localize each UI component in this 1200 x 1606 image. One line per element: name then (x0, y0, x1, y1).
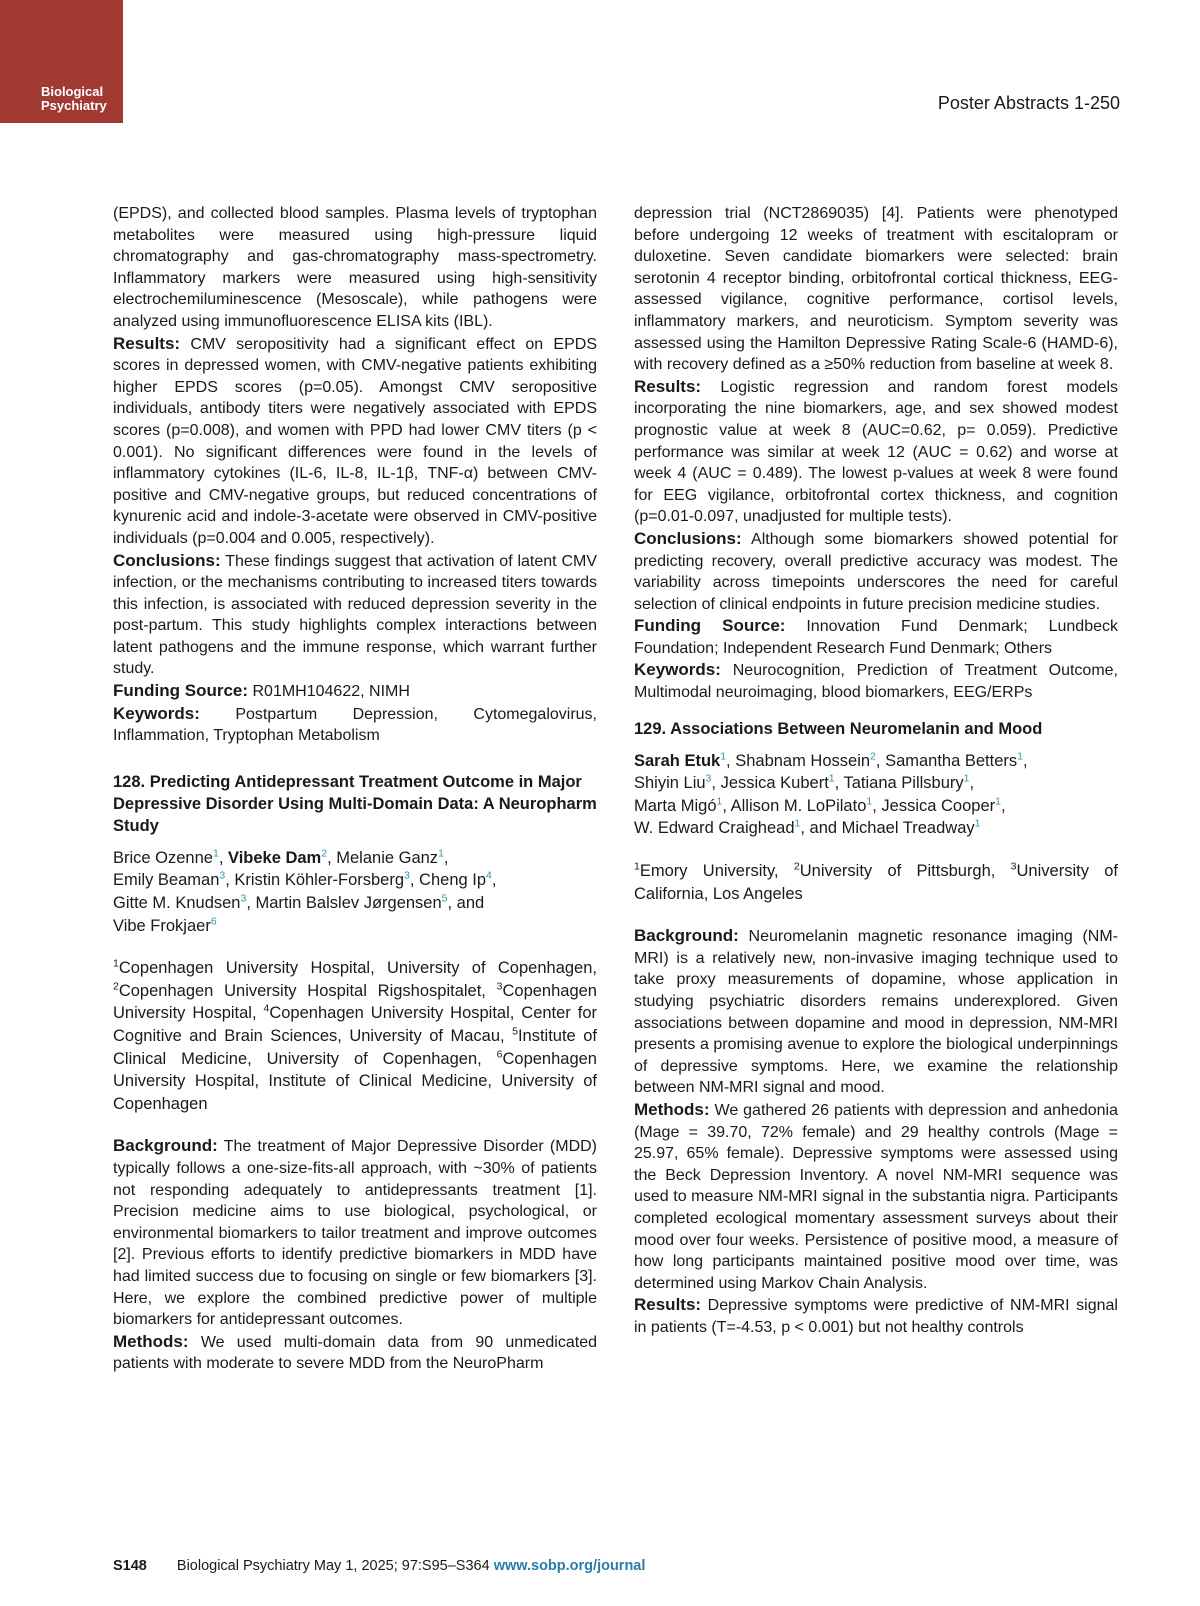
abstract-127-keywords (113, 703, 597, 747)
abstract-128-methods-continued: depression trial (NCT2869035) [4]. Patients were phenotyped before undergoing 12 weeks of treatment with escitalopram or duloxetine. Seven candidate biomarkers were selected: brain serotonin 4 receptor binding, orbitofrontal cortical thickness, EEG-assessed vigilance, cognitive performance, cortisol levels, inflammatory markers, and neuroticism. Symptom severity was assessed using the Hamilton Depressive Rating Scale-6 (HAMD-6), with recovery defined as a ≥50% reduction from baseline at week 8. (634, 205, 1118, 374)
affiliation-mark: 1 (113, 957, 119, 970)
background-text: Neuromelanin magnetic resonance imaging (NM-MRI) is a relatively new, non-invasive imaging technique used to take proxy measurements of dopamine, whose application in studying psychiatric disorders remains underexplored. Given associations between dopamine and mood in depression, NM-MRI presents a promising avenue to explore the biological underpinnings of depressive symptoms. Here, we examine the relationship between NM-MRI signal and mood. (634, 928, 1118, 1097)
author-name: Brice Ozenne (113, 848, 213, 867)
author-separator: , (834, 774, 844, 793)
affiliation-text: Copenhagen University Hospital, Institute of Clinical Medicine, University of Copenhagen (113, 1049, 597, 1113)
affiliation-mark: 2 (113, 980, 119, 993)
author-separator: , and (800, 819, 842, 838)
background-label: Background: (634, 926, 739, 946)
right-column (634, 203, 1118, 1339)
abstract-129-authors (634, 750, 1118, 840)
background-label: Background: (113, 1136, 218, 1156)
left-column (113, 203, 597, 1375)
running-title: Poster Abstracts 1-250 (937, 93, 1120, 113)
author-name: Melanie Ganz (336, 848, 439, 867)
author-name: W. Edward Craighead (634, 819, 795, 838)
affiliation-text: Institute of Clinical Medicine, University of Copenhagen, (113, 1027, 597, 1068)
results-text: CMV seropositivity had a significant effect on EPDS scores in depressed women, with CMV-negative patients exhibiting higher EPDS scores (p=0.05). Amongst CMV seropositive individuals, antibody titers were negatively associated with EPDS scores (p=0.008), and women with PPD had lower CMV titers (p < 0.001). No significant differences were found in the levels of inflammatory cytokines (IL-6, IL-8, IL-1β, TNF-α) between CMV-positive and CMV-negative groups, but reduced concentrations of kynurenic acid and indole-3-acetate were observed in CMV-positive individuals (p=0.004 and 0.005, respectively). (113, 335, 597, 547)
author-affiliation-mark: 3 (404, 869, 410, 882)
abstract-128-methods (113, 1331, 597, 1375)
affiliation-mark: 4 (263, 1002, 270, 1015)
journal-url-link[interactable]: www.sobp.org/journal (493, 1558, 646, 1574)
affiliation-mark: 3 (1010, 860, 1017, 873)
funding-text: Innovation Fund Denmark; Lundbeck Foundation; Independent Research Fund Denmark; Others (634, 618, 1118, 657)
author-name: Jessica Kubert (720, 774, 829, 793)
keywords-text: Neurocognition, Prediction of Treatment Outcome, Multimodal neuroimaging, blood biomarkers, EEG/ERPs (634, 662, 1118, 702)
abstract-128-keywords (634, 659, 1118, 703)
abstract-128-conclusions (634, 528, 1118, 615)
author-affiliation-mark: 1 (866, 795, 873, 808)
journal-citation: Biological Psychiatry May 1, 2025; 97:S95–S364 (176, 1558, 490, 1574)
methods-label: Methods: (113, 1331, 189, 1351)
affiliation-mark: 2 (793, 860, 800, 873)
author-name: Marta Migó (634, 796, 717, 815)
author-separator: , (327, 848, 337, 867)
results-text: Depressive symptoms were predictive of NM-MRI signal in patients (T=-4.53, p < 0.001) but not healthy controls (634, 1297, 1118, 1336)
author-affiliation-mark: 1 (794, 817, 801, 830)
abstract-128-affiliations (113, 957, 597, 1115)
methods-label: Methods: (634, 1099, 710, 1119)
conclusions-label: Conclusions: (113, 550, 221, 570)
abstract-129-affiliations (634, 860, 1118, 905)
conclusions-text: These findings suggest that activation of latent CMV infection, or the mechanisms contributing to increased titers towards this infection, is associated with reduced depression severity in the post-partum. This study highlights complex interactions between latent pathogens and the immune response, which warrant further study. (113, 552, 598, 678)
page-footer (113, 1558, 645, 1574)
abstract-127-results (113, 333, 597, 550)
abstract-129-methods (634, 1099, 1118, 1294)
author-separator: , (443, 848, 449, 867)
conclusions-label: Conclusions: (634, 528, 742, 548)
author-name: Tatiana Pillsbury (843, 774, 964, 793)
affiliation-text: Emory University, (639, 862, 794, 881)
funding-text: R01MH104622, NIMH (252, 683, 410, 701)
results-label: Results: (113, 333, 181, 353)
author-affiliation-mark: 2 (870, 750, 876, 763)
author-separator: , (1022, 751, 1028, 770)
author-separator: , (225, 871, 235, 890)
author-separator: , (722, 796, 731, 815)
author-affiliation-mark: 2 (321, 847, 328, 860)
author-name: Shabnam Hossein (735, 751, 871, 770)
author-affiliation-mark: 1 (828, 772, 835, 785)
author-name: Shiyin Liu (634, 774, 706, 793)
author-separator: , (1000, 796, 1006, 815)
results-label: Results: (634, 376, 702, 396)
abstract-128-title: 128. Predicting Antidepressant Treatment Outcome in Major Depressive Disorder Using Multi-Domain Data: A Neuropharm Study (113, 772, 597, 835)
affiliation-mark: 6 (496, 1048, 503, 1061)
abstract-129-results (634, 1294, 1118, 1338)
author-affiliation-mark: 3 (219, 869, 226, 882)
author-separator: , (711, 774, 721, 793)
author-separator: , (218, 848, 228, 867)
methods-text: We used multi-domain data from 90 unmedicated patients with moderate to severe MDD from the NeuroPharm (113, 1333, 598, 1373)
journal-name-line2: Psychiatry (41, 98, 107, 113)
author-name: Michael Treadway (841, 819, 975, 838)
author-name: Gitte M. Knudsen (113, 894, 241, 913)
author-separator: , (491, 871, 497, 890)
author-affiliation-mark: 1 (963, 772, 970, 785)
affiliation-text: University of Pittsburgh, (799, 862, 1011, 881)
journal-name-line1: Biological (41, 84, 104, 99)
author-separator: , (872, 796, 882, 815)
author-affiliation-mark: 4 (486, 869, 492, 882)
abstract-128-results (634, 376, 1118, 528)
author-affiliation-mark: 6 (210, 915, 217, 928)
author-name: Cheng Ip (419, 871, 487, 890)
affiliation-text: Copenhagen University Hospital Rigshospitalet, (118, 981, 497, 1000)
abstract-128-funding (634, 615, 1118, 659)
funding-label: Funding Source: (634, 616, 786, 636)
abstract-128-authors (113, 847, 597, 937)
author-separator: , (409, 871, 420, 890)
author-name: Samantha Betters (885, 751, 1018, 770)
results-text: Logistic regression and random forest models incorporating the nine biomarkers, age, and sex showed modest prognostic value at week 8 (AUC=0.62, p= 0.059). Predictive performance was similar at week 12 (AUC = 0.62) and worse at week 4 (AUC = 0.489). The lowest p-values at week 8 were found for EEG vigilance, orbitofrontal cortex thickness, and cognition (p=0.01-0.097, unadjusted for multiple tests). (634, 378, 1119, 526)
author-separator: , (969, 774, 975, 793)
author-name: Allison M. LoPilato (730, 796, 867, 815)
methods-text: We gathered 26 patients with depression and anhedonia (Mage = 39.70, 72% female) and 29 healthy controls (Mage = 25.97, 65% female). Depressive symptoms were assessed using the Beck Depression Inventory. A novel NM-MRI sequence was used to measure NM-MRI signal in the substantia nigra. Participants completed ecological momentary assessment surveys about their mood over four weeks. Persistence of positive mood, a measure of how long participants maintained positive mood over time, was determined using Markov Chain Analysis. (634, 1101, 1118, 1292)
background-text: The treatment of Major Depressive Disorder (MDD) typically follows a one-size-fits-all approach, with ~30% of patients not responding adequately to antidepressants treatment [1]. Precision medicine aims to use biological, psychological, or environmental biomarkers to tailor treatment and improve outcomes [2]. Previous efforts to identify predictive biomarkers in MDD have had limited success due to focusing on single or few biomarkers [3]. Here, we explore the combined predictive power of multiple biomarkers for antidepressant outcomes. (113, 1138, 598, 1329)
author-name: Vibe Frokjaer (113, 916, 211, 935)
conclusions-text: Although some biomarkers showed potential for predicting recovery, overall predictive accuracy was modest. The variability across timepoints underscores the need for careful selection of clinical endpoints in future precision medicine studies. (634, 530, 1119, 613)
presenting-author-name: Sarah Etuk (634, 751, 721, 770)
author-separator: , (246, 894, 256, 913)
results-label: Results: (634, 1295, 702, 1315)
author-affiliation-mark: 1 (716, 795, 723, 808)
affiliation-mark: 3 (496, 980, 503, 993)
abstract-128-background (113, 1135, 597, 1330)
author-name: Kristin Köhler-Forsberg (234, 871, 405, 890)
author-separator: , (875, 751, 886, 770)
affiliation-mark: 1 (634, 860, 640, 873)
abstract-127-conclusions (113, 550, 597, 681)
author-name: Emily Beaman (113, 871, 220, 890)
author-affiliation-mark: 1 (995, 795, 1001, 808)
author-affiliation-mark: 1 (212, 847, 219, 860)
author-affiliation-mark: 1 (438, 847, 444, 860)
affiliation-text: University of California, Los Angeles (634, 862, 1118, 903)
affiliation-text: Copenhagen University Hospital, University of Copenhagen, (118, 959, 597, 978)
abstract-129-background (634, 925, 1118, 1099)
author-name: Martin Balslev Jørgensen (255, 894, 442, 913)
keywords-text: Postpartum Depression, Cytomegalovirus, Inflammation, Tryptophan Metabolism (113, 705, 597, 745)
journal-logo-badge (0, 0, 123, 123)
affiliation-text: Copenhagen University Hospital, Center for Cognitive and Brain Sciences, University of Macau, (113, 1004, 597, 1045)
author-affiliation-mark: 5 (441, 892, 448, 905)
affiliation-mark: 5 (512, 1025, 518, 1038)
abstract-129-title: 129. Associations Between Neuromelanin and Mood (634, 719, 1043, 738)
author-separator: , and (447, 894, 485, 913)
author-name: Jessica Cooper (881, 796, 996, 815)
keywords-label: Keywords: (113, 703, 200, 723)
page-number: S148 (113, 1558, 147, 1574)
funding-label: Funding Source: (113, 681, 249, 701)
author-affiliation-mark: 3 (705, 772, 712, 785)
affiliation-text: Copenhagen University Hospital, (113, 981, 597, 1023)
author-affiliation-mark: 1 (974, 817, 981, 830)
presenting-author-name: Vibeke Dam (227, 848, 322, 867)
author-affiliation-mark: 3 (240, 892, 247, 905)
author-affiliation-mark: 1 (720, 750, 727, 763)
keywords-label: Keywords: (634, 660, 721, 680)
author-separator: , (726, 751, 736, 770)
abstract-127-funding (113, 680, 597, 703)
abstract-127-methods-continued: (EPDS), and collected blood samples. Plasma levels of tryptophan metabolites were measured using high-pressure liquid chromatography and gas-chromatography mass-spectrometry. Inflammatory markers were measured using high-sensitivity electrochemiluminescence (Mesoscale), while pathogens were analyzed using immunofluorescence ELISA kits (IBL). (113, 205, 597, 330)
author-affiliation-mark: 1 (1017, 750, 1023, 763)
